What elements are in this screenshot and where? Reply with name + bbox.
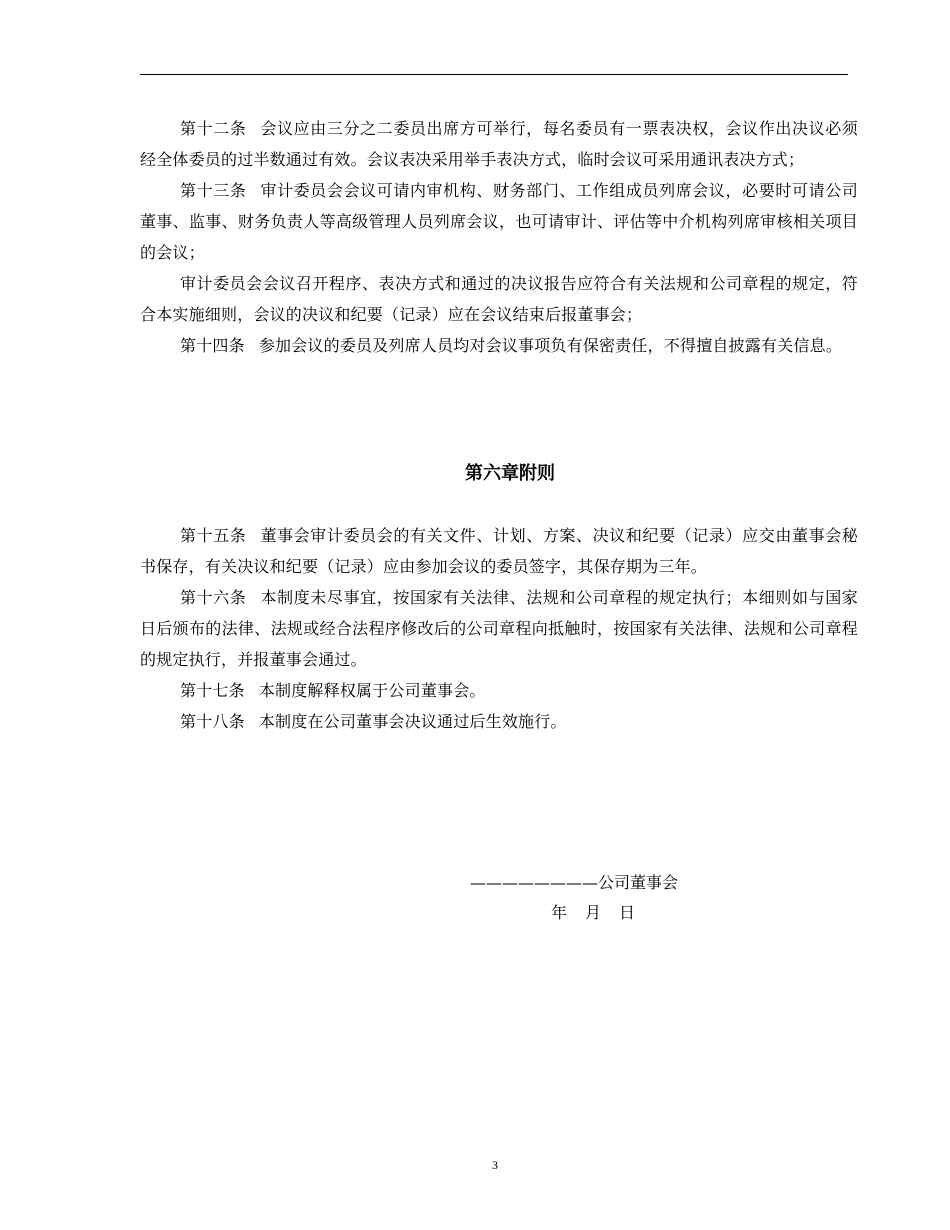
article-15-text: 董事会审计委员会的有关文件、计划、方案、决议和纪要（记录）应交由董事会秘书保存，有关决议和纪要（记录）应由参加会议的委员签字，其保存期为三年。 <box>140 526 858 576</box>
article-14-text: 参加会议的委员及列席人员均对会议事项负有保密责任，不得擅自披露有关信息。 <box>258 336 843 355</box>
article-13-text: 审计委员会会议可请内审机构、财务部门、工作组成员列席会议，必要时可请公司董事、监事、财务负责人等高级管理人员列席会议，也可请审计、评估等中介机构列席审核相关项目的会议； <box>140 181 858 262</box>
article-17-text: 本制度解释权属于公司董事会。 <box>258 681 486 700</box>
article-12 <box>140 113 858 175</box>
article-15-label: 第十五条 <box>180 526 247 545</box>
paragraph-procedure <box>140 268 858 330</box>
article-12-text: 会议应由三分之二委员出席方可举行，每名委员有一票表决权，会议作出决议必须经全体委员的过半数通过有效。会议表决采用举手表决方式，临时会议可采用通讯表决方式； <box>140 119 858 169</box>
chapter-title: 第六章附则 <box>465 463 555 484</box>
document-body-section-1 <box>140 113 858 361</box>
header-rule <box>140 74 848 75</box>
date-month: 月 <box>585 903 602 922</box>
article-14 <box>140 330 858 361</box>
date-year: 年 <box>551 903 568 922</box>
article-16-label: 第十六条 <box>180 588 247 607</box>
article-15 <box>140 520 858 582</box>
article-17-label: 第十七条 <box>180 681 245 700</box>
signature-board: ————————公司董事会 <box>470 873 679 892</box>
article-13-label: 第十三条 <box>180 181 247 200</box>
article-18-label: 第十八条 <box>180 712 245 731</box>
article-18-text: 本制度在公司董事会决议通过后生效施行。 <box>258 712 567 731</box>
date-day: 日 <box>619 903 636 922</box>
article-17 <box>140 675 858 706</box>
article-12-label: 第十二条 <box>180 119 247 138</box>
document-body-section-2 <box>140 520 858 737</box>
paragraph-procedure-text: 审计委员会会议召开程序、表决方式和通过的决议报告应符合有关法规和公司章程的规定，符合本实施细则，会议的决议和纪要（记录）应在会议结束后报董事会； <box>140 274 858 324</box>
article-14-label: 第十四条 <box>180 336 245 355</box>
date-line <box>551 902 653 924</box>
page-number: 3 <box>492 1158 498 1172</box>
article-16-text: 本制度未尽事宜，按国家有关法律、法规和公司章程的规定执行；本细则如与国家日后颁布的法律、法规或经合法程序修改后的公司章程向抵触时，按国家有关法律、法规和公司章程的规定执行，并报董事会通过。 <box>140 588 858 669</box>
article-16 <box>140 582 858 675</box>
article-18 <box>140 706 858 737</box>
article-13 <box>140 175 858 268</box>
